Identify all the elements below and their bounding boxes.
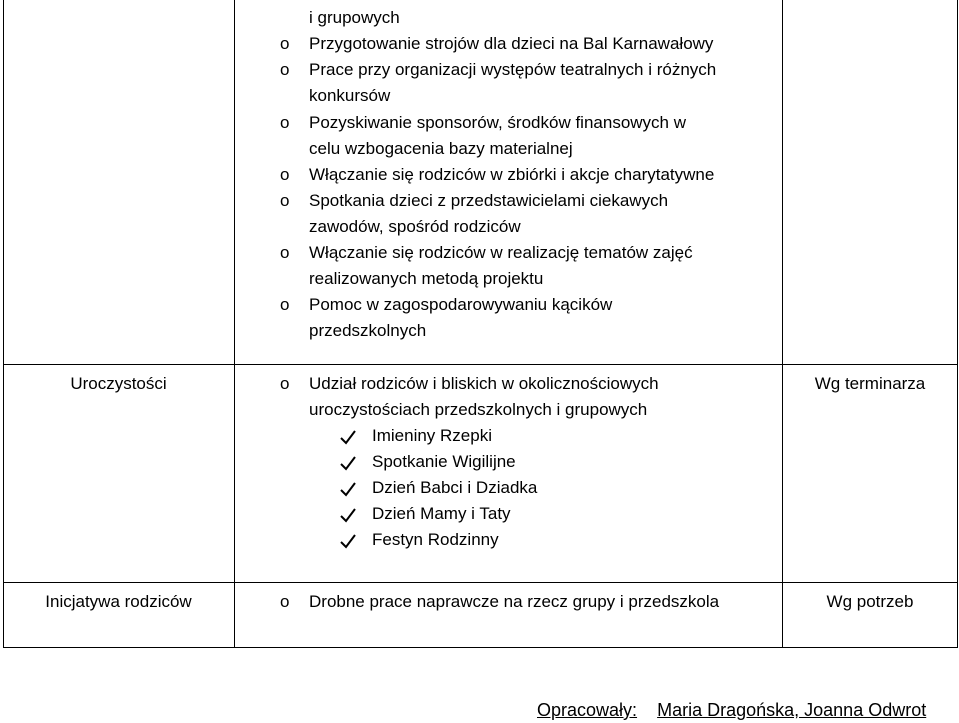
list-bullet: o — [280, 191, 290, 210]
list-item-text: i grupowych — [309, 8, 400, 27]
list-item-text: zawodów, spośród rodziców — [309, 217, 521, 236]
check-item-text: Imieniny Rzepki — [372, 426, 492, 445]
list-item-text: Przygotowanie strojów dla dzieci na Bal Karnawałowy — [309, 34, 714, 53]
footer-names: Maria Dragońska, Joanna Odwrot — [657, 700, 927, 720]
list-item-text: Prace przy organizacji występów teatralnych i różnych — [309, 60, 717, 79]
list-bullet: o — [280, 113, 290, 132]
row-divider-2 — [3, 582, 958, 583]
list-item-text: Spotkania dzieci z przedstawicielami ciekawych — [309, 191, 669, 210]
list-item-text: uroczystościach przedszkolnych i grupowych — [309, 400, 648, 419]
row-term-celebrations: Wg terminarza — [814, 374, 926, 393]
check-item-text: Spotkanie Wigilijne — [372, 452, 516, 471]
authors-footer — [537, 697, 926, 723]
list-bullet: o — [280, 165, 290, 184]
check-item-text: Dzień Babci i Dziadka — [372, 478, 538, 497]
list-item-text: przedszkolnych — [309, 321, 427, 340]
list-bullet: o — [280, 243, 290, 262]
list-item-text: Włączanie się rodziców w zbiórki i akcje charytatywne — [309, 165, 715, 184]
checkmark-icon — [339, 532, 357, 550]
list-bullet: o — [280, 374, 290, 393]
table-border-bottom — [3, 647, 958, 648]
row-label-parent-initiative: Inicjatywa rodziców — [45, 592, 192, 611]
checkmark-icon — [339, 506, 357, 524]
list-item-text: Pomoc w zagospodarowywaniu kącików — [309, 295, 613, 314]
column-divider-1 — [234, 0, 235, 648]
list-item-text: konkursów — [309, 86, 391, 105]
list-bullet: o — [280, 295, 290, 314]
row-divider-1 — [3, 364, 958, 365]
footer-prefix: Opracowały: — [537, 700, 638, 720]
list-item-text: realizowanych metodą projektu — [309, 269, 544, 288]
list-bullet: o — [280, 592, 290, 611]
table-border-right — [957, 0, 958, 648]
table-border-left — [3, 0, 4, 648]
footer-gap — [642, 700, 652, 720]
checkmark-icon — [339, 428, 357, 446]
list-item-text: celu wzbogacenia bazy materialnej — [309, 139, 573, 158]
list-item-text: Drobne prace naprawcze na rzecz grupy i przedszkola — [309, 592, 720, 611]
list-bullet: o — [280, 60, 290, 79]
check-item-text: Dzień Mamy i Taty — [372, 504, 511, 523]
check-item-text: Festyn Rodzinny — [372, 530, 499, 549]
list-bullet: o — [280, 34, 290, 53]
checkmark-icon — [339, 480, 357, 498]
row-term-parent-initiative: Wg potrzeb — [826, 592, 914, 611]
list-item-text: Włączanie się rodziców w realizację tematów zajęć — [309, 243, 693, 262]
checkmark-icon — [339, 454, 357, 472]
row-label-celebrations: Uroczystości — [70, 374, 167, 393]
list-item-text: Pozyskiwanie sponsorów, środków finansowych w — [309, 113, 687, 132]
column-divider-2 — [782, 0, 783, 648]
list-item-text: Udział rodziców i bliskich w okolicznościowych — [309, 374, 659, 393]
